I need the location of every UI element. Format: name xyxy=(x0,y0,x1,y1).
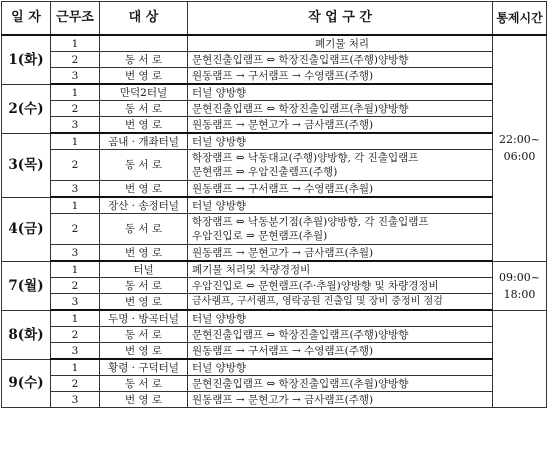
shift-number: 1 xyxy=(51,359,100,376)
section-cell: 원동램프 → 문현고가 → 금사램프(주행) xyxy=(188,392,493,408)
date-cell: 9(수) xyxy=(2,359,51,408)
shift-number: 2 xyxy=(51,150,100,181)
target-cell: 동 서 로 xyxy=(100,150,188,181)
date-cell: 3(목) xyxy=(2,133,51,197)
shift-number: 1 xyxy=(51,197,100,214)
header-shift: 근무조 xyxy=(51,2,100,36)
target-cell: 동 서 로 xyxy=(100,278,188,294)
header-date: 일 자 xyxy=(2,2,51,36)
section-line-1: 학장램프 ⇔ 낙동분기점(추월)양방향, 각 진출입램프 xyxy=(192,216,429,228)
target-cell: 번 영 로 xyxy=(100,343,188,360)
shift-number: 2 xyxy=(51,376,100,392)
header-section: 작 업 구 간 xyxy=(188,2,493,36)
table-row xyxy=(2,343,547,360)
target-cell: 번 영 로 xyxy=(100,392,188,408)
table-row xyxy=(2,181,547,198)
table-row xyxy=(2,84,547,101)
header-target: 대 상 xyxy=(100,2,188,36)
section-cell: 터널 양방향 xyxy=(188,359,493,376)
header-control-time: 통제시간 xyxy=(493,2,547,36)
section-cell: 원동램프 → 구서램프 → 수영램프(주행) xyxy=(188,343,493,360)
time-start: 09:00~ xyxy=(499,270,540,284)
table-row xyxy=(2,359,547,376)
target-cell: 동 서 로 xyxy=(100,214,188,245)
table-row xyxy=(2,214,547,245)
shift-number: 3 xyxy=(51,343,100,360)
target-cell: 번 영 로 xyxy=(100,181,188,198)
shift-number: 1 xyxy=(51,84,100,101)
section-line-2: 우암진입로 ⇒ 문현램프(추월) xyxy=(192,230,328,242)
table-row xyxy=(2,52,547,68)
section-cell: 원동램프 → 문현고가 → 금사램프(추월) xyxy=(188,245,493,262)
section-cell: 문현진출입램프 ⇔ 학장진출입램프(주행)양방향 xyxy=(188,52,493,68)
time-end: 18:00 xyxy=(503,287,536,301)
date-cell: 1(화) xyxy=(2,35,51,84)
shift-number: 1 xyxy=(51,310,100,327)
section-cell: 문현진출입램프 ⇔ 학장진출입램프(추월)양방향 xyxy=(188,376,493,392)
shift-number: 3 xyxy=(51,392,100,408)
shift-number: 1 xyxy=(51,35,100,52)
time-end: 06:00 xyxy=(503,150,536,164)
section-line-1: 학장램프 ⇔ 낙동대교(주행)양방향, 각 진출입램프 xyxy=(192,152,419,164)
table-row xyxy=(2,150,547,181)
section-cell: 터널 양방향 xyxy=(188,197,493,214)
target-cell: 터널 xyxy=(100,261,188,278)
section-cell: 터널 양방향 xyxy=(188,133,493,150)
header-row xyxy=(2,2,547,36)
date-cell: 7(월) xyxy=(2,261,51,310)
work-schedule-table xyxy=(1,1,547,408)
target-cell: 곰내 · 개좌터널 xyxy=(100,133,188,150)
shift-number: 1 xyxy=(51,261,100,278)
table-row xyxy=(2,261,547,278)
table-row xyxy=(2,327,547,343)
table-row xyxy=(2,392,547,408)
shift-number: 2 xyxy=(51,214,100,245)
target-cell: 장산 · 송정터널 xyxy=(100,197,188,214)
target-cell: 번 영 로 xyxy=(100,294,188,311)
shift-number: 3 xyxy=(51,68,100,85)
target-cell: 두명 · 방곡터널 xyxy=(100,310,188,327)
section-cell: 금사램프, 구서램프, 영락공원 진출입 및 장비 중정비 점검 xyxy=(188,294,493,311)
section-cell: 터널 양방향 xyxy=(188,310,493,327)
section-cell: 폐기물 처리및 차량경정비 xyxy=(188,261,493,278)
section-line-2: 문현램프 ⇒ 우암진출램프(주행) xyxy=(192,166,338,178)
table-row xyxy=(2,68,547,85)
shift-number: 3 xyxy=(51,245,100,262)
target-cell: 동 서 로 xyxy=(100,327,188,343)
target-cell: 만덕2터널 xyxy=(100,84,188,101)
target-cell: 번 영 로 xyxy=(100,117,188,134)
table-row xyxy=(2,35,547,52)
section-cell: 원동램프 → 구서램프 → 수영램프(추월) xyxy=(188,181,493,198)
date-cell: 8(화) xyxy=(2,310,51,359)
table-row xyxy=(2,117,547,134)
shift-number: 3 xyxy=(51,117,100,134)
section-cell: 문현진출입램프 ⇔ 학장진출입램프(주행)양방향 xyxy=(188,327,493,343)
control-time-day xyxy=(493,261,547,310)
table-row xyxy=(2,197,547,214)
target-cell: 동 서 로 xyxy=(100,376,188,392)
shift-number: 2 xyxy=(51,52,100,68)
table-row xyxy=(2,310,547,327)
target-cell: 동 서 로 xyxy=(100,52,188,68)
time-start: 22:00~ xyxy=(499,133,540,147)
section-cell xyxy=(188,150,493,181)
shift-number: 3 xyxy=(51,181,100,198)
target-cell: 번 영 로 xyxy=(100,245,188,262)
control-time-night xyxy=(493,35,547,261)
section-cell: 원동램프 → 구서램프 → 수영램프(주행) xyxy=(188,68,493,85)
shift-number: 3 xyxy=(51,294,100,311)
table-row xyxy=(2,245,547,262)
section-cell: 우암진입로 ⇔ 문현램프(주·추월)양방향 및 차량경정비 xyxy=(188,278,493,294)
section-cell: 원동램프 → 문현고가 → 금사램프(주행) xyxy=(188,117,493,134)
target-cell: 번 영 로 xyxy=(100,68,188,85)
table-row xyxy=(2,133,547,150)
table-row xyxy=(2,101,547,117)
table-row xyxy=(2,278,547,294)
target-cell xyxy=(100,35,188,52)
section-cell: 폐기물 처리 xyxy=(188,35,493,52)
date-cell: 4(금) xyxy=(2,197,51,261)
date-cell: 2(수) xyxy=(2,84,51,133)
table-row xyxy=(2,376,547,392)
shift-number: 1 xyxy=(51,133,100,150)
shift-number: 2 xyxy=(51,101,100,117)
control-time-empty xyxy=(493,310,547,408)
table-row xyxy=(2,294,547,311)
section-cell xyxy=(188,214,493,245)
target-cell: 동 서 로 xyxy=(100,101,188,117)
section-cell: 문현진출입램프 ⇔ 학장진출입램프(추월)양방향 xyxy=(188,101,493,117)
shift-number: 2 xyxy=(51,278,100,294)
shift-number: 2 xyxy=(51,327,100,343)
section-cell: 터널 양방향 xyxy=(188,84,493,101)
target-cell: 황령 · 구덕터널 xyxy=(100,359,188,376)
